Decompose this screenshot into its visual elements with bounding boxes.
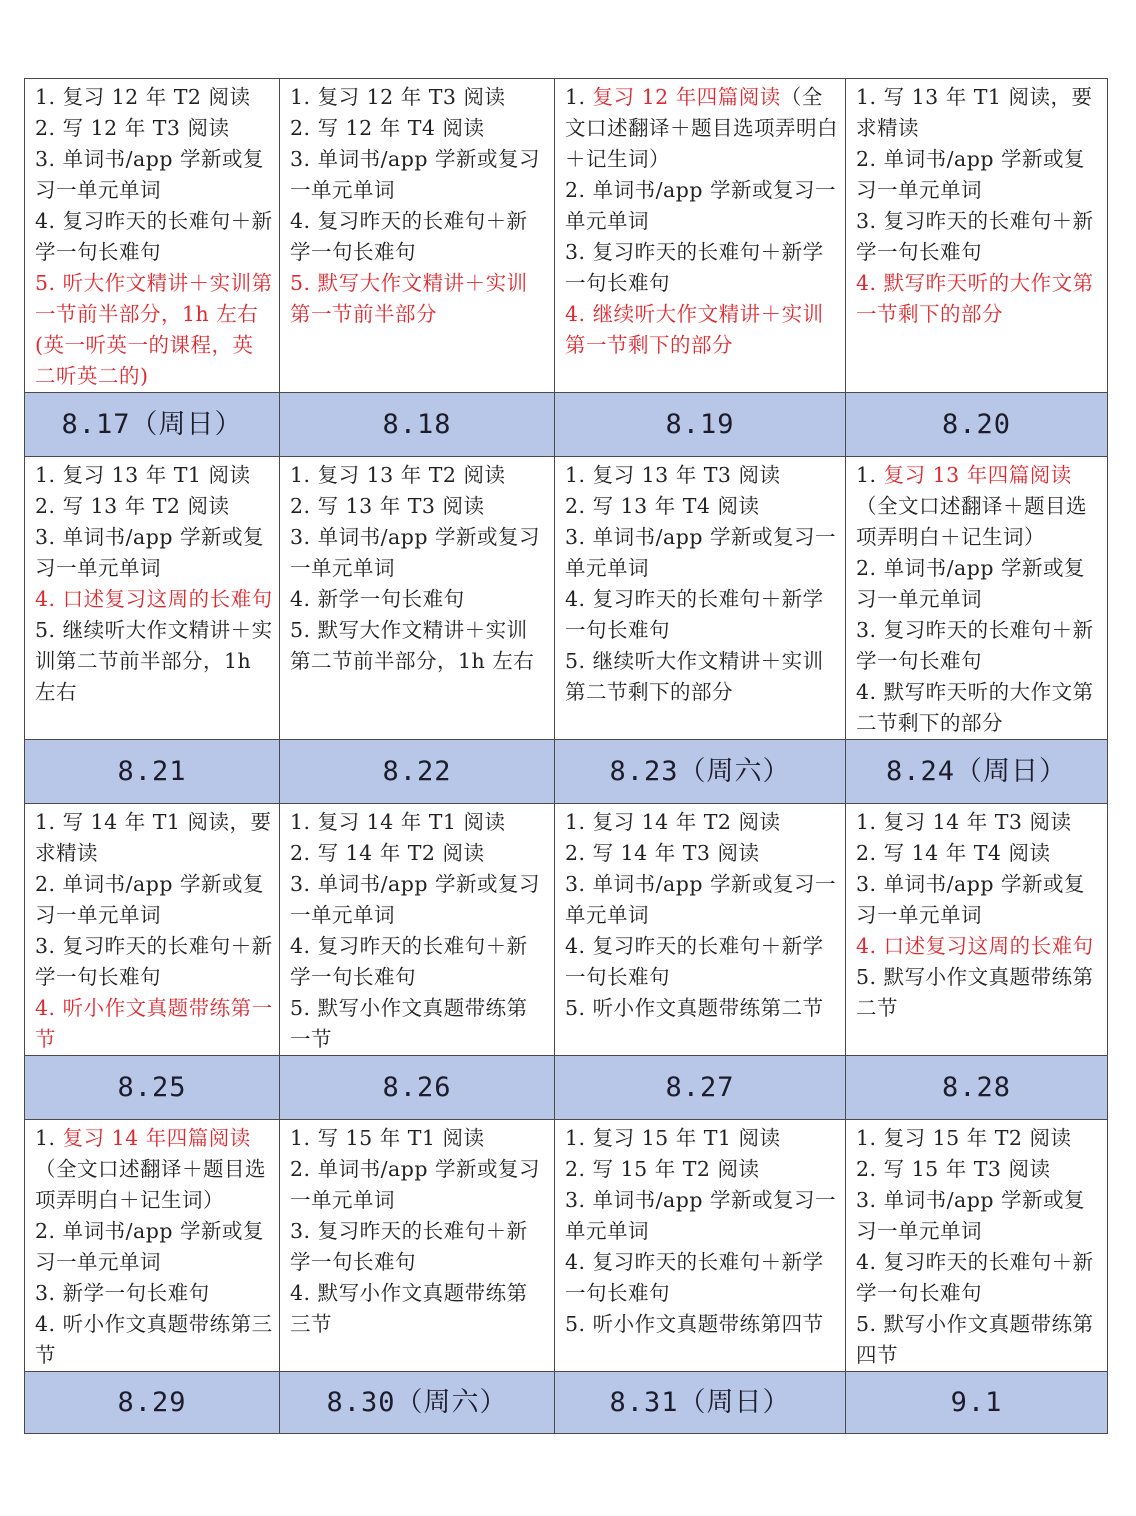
task-item [856, 807, 1101, 838]
task-text: 1. 复习 13 年 T2 阅读 [290, 463, 506, 487]
task-item [565, 838, 839, 869]
task-item [290, 869, 548, 931]
task-text: 1. 复习 13 年 T3 阅读 [565, 463, 781, 487]
task-text: 2. 单词书/app 学新或复习一单元单词 [856, 556, 1085, 611]
task-item [565, 869, 839, 931]
task-item [35, 1309, 273, 1371]
task-item [290, 113, 548, 144]
task-text: 1. 复习 13 年 T1 阅读 [35, 463, 251, 487]
task-text: 2. 单词书/app 学新或复习一单元单词 [856, 147, 1085, 202]
task-cell [280, 804, 555, 1056]
task-item [856, 268, 1101, 330]
task-text: （全文口述翻译＋题目选项弄明白＋记生词） [565, 85, 838, 171]
task-cell [555, 457, 846, 740]
task-text: 1. [856, 463, 884, 487]
task-text: 4. 复习昨天的长难句＋新学一句长难句 [856, 1250, 1094, 1305]
task-item [565, 82, 839, 175]
task-text: 1. [565, 85, 593, 109]
task-item [856, 615, 1101, 677]
task-item [35, 1123, 273, 1216]
task-text: 4. 复习昨天的长难句＋新学一句长难句 [565, 587, 824, 642]
highlighted-task-text: 复习 14 年四篇阅读 [62, 1126, 251, 1150]
task-text: 2. 写 14 年 T3 阅读 [565, 841, 760, 865]
task-row [25, 457, 1108, 740]
date-cell: 8.26 [280, 1056, 555, 1120]
task-text: 3. 单词书/app 学新或复习一单元单词 [856, 872, 1085, 927]
highlighted-task-text: 复习 12 年四篇阅读 [592, 85, 781, 109]
task-item [290, 1216, 548, 1278]
task-text: 4. 复习昨天的长难句＋新学一句长难句 [290, 209, 528, 264]
schedule-body [25, 79, 1108, 1434]
task-item [35, 268, 273, 392]
task-text: 3. 单词书/app 学新或复习一单元单词 [290, 525, 540, 580]
task-item [856, 206, 1101, 268]
task-text: 2. 单词书/app 学新或复习一单元单词 [565, 178, 836, 233]
task-item [290, 838, 548, 869]
task-item [35, 1278, 273, 1309]
task-text: 3. 单词书/app 学新或复习一单元单词 [290, 147, 540, 202]
task-item [856, 460, 1101, 553]
task-item [565, 646, 839, 708]
task-item [35, 144, 273, 206]
task-text: 5. 听小作文真题带练第二节 [565, 996, 824, 1020]
date-cell: 8.21 [25, 740, 280, 804]
task-text: 3. 单词书/app 学新或复习一单元单词 [35, 147, 264, 202]
task-item [35, 460, 273, 491]
task-cell [25, 457, 280, 740]
task-item [35, 113, 273, 144]
task-item [290, 931, 548, 993]
task-item [565, 237, 839, 299]
task-text: 2. 单词书/app 学新或复习一单元单词 [290, 1157, 540, 1212]
task-text: 1. 写 15 年 T1 阅读 [290, 1126, 485, 1150]
task-item [290, 206, 548, 268]
task-text: 3. 新学一句长难句 [35, 1281, 210, 1305]
task-text: 1. [35, 1126, 63, 1150]
task-cell [25, 804, 280, 1056]
task-item [565, 522, 839, 584]
task-text: 1. 复习 15 年 T1 阅读 [565, 1126, 781, 1150]
task-item [856, 838, 1101, 869]
task-item [565, 1154, 839, 1185]
task-item [856, 1185, 1101, 1247]
task-item [35, 615, 273, 708]
task-item [290, 82, 548, 113]
date-cell: 8.20 [846, 393, 1108, 457]
task-item [35, 931, 273, 993]
task-text: 3. 单词书/app 学新或复习一单元单词 [565, 872, 836, 927]
task-item [856, 1123, 1101, 1154]
task-item [856, 144, 1101, 206]
task-item [856, 869, 1101, 931]
task-text: 2. 写 14 年 T4 阅读 [856, 841, 1051, 865]
task-text: 2. 写 13 年 T2 阅读 [35, 494, 230, 518]
task-item [856, 1154, 1101, 1185]
task-item [290, 491, 548, 522]
task-text: 4. 默写昨天听的大作文第二节剩下的部分 [856, 680, 1094, 735]
task-text: 2. 写 15 年 T2 阅读 [565, 1157, 760, 1181]
task-text: 4. 听小作文真题带练第三节 [35, 1312, 273, 1367]
task-cell [280, 457, 555, 740]
task-text: 5. 听小作文真题带练第四节 [565, 1312, 824, 1336]
task-item [565, 491, 839, 522]
task-text: 4. 复习昨天的长难句＋新学一句长难句 [35, 209, 273, 264]
date-cell: 8.31（周日） [555, 1372, 846, 1434]
date-cell: 9.1 [846, 1372, 1108, 1434]
task-item [290, 460, 548, 491]
task-row [25, 1120, 1108, 1372]
task-text: 1. 复习 12 年 T3 阅读 [290, 85, 506, 109]
task-item [290, 1123, 548, 1154]
task-item [290, 522, 548, 584]
task-item [35, 82, 273, 113]
task-item [290, 584, 548, 615]
highlighted-task-text: 4. 口述复习这周的长难句 [35, 587, 273, 611]
task-item [565, 931, 839, 993]
task-cell [25, 79, 280, 393]
task-item [856, 553, 1101, 615]
task-item [856, 82, 1101, 144]
date-cell: 8.22 [280, 740, 555, 804]
task-item [856, 1247, 1101, 1309]
task-text: 5. 默写小作文真题带练第二节 [856, 965, 1094, 1020]
task-cell [555, 79, 846, 393]
highlighted-task-text: 4. 继续听大作文精讲＋实训第一节剩下的部分 [565, 302, 824, 357]
task-item [290, 615, 548, 677]
task-cell [555, 1120, 846, 1372]
task-item [35, 206, 273, 268]
task-text: （全文口述翻译＋题目选项弄明白＋记生词） [856, 494, 1087, 549]
task-text: 1. 写 14 年 T1 阅读，要求精读 [35, 810, 272, 865]
task-text: 3. 复习昨天的长难句＋新学一句长难句 [856, 209, 1094, 264]
task-cell [280, 1120, 555, 1372]
task-text: 3. 单词书/app 学新或复习一单元单词 [565, 1188, 836, 1243]
task-text: 2. 单词书/app 学新或复习一单元单词 [35, 872, 264, 927]
date-cell: 8.18 [280, 393, 555, 457]
task-item [290, 1154, 548, 1216]
study-schedule-table [24, 78, 1108, 1434]
date-row [25, 1056, 1108, 1120]
task-cell [25, 1120, 280, 1372]
task-row [25, 79, 1108, 393]
task-text: 3. 单词书/app 学新或复习一单元单词 [565, 525, 836, 580]
task-text: 5. 继续听大作文精讲＋实训第二节前半部分，1h 左右 [35, 618, 273, 704]
task-item [35, 807, 273, 869]
task-item [565, 584, 839, 646]
highlighted-task-text: 4. 默写昨天听的大作文第一节剩下的部分 [856, 271, 1094, 326]
task-item [290, 993, 548, 1055]
task-item [565, 1309, 839, 1340]
date-cell: 8.25 [25, 1056, 280, 1120]
task-item [565, 299, 839, 361]
task-item [290, 807, 548, 838]
task-row [25, 804, 1108, 1056]
date-cell: 8.29 [25, 1372, 280, 1434]
task-text: 4. 新学一句长难句 [290, 587, 465, 611]
task-item [35, 993, 273, 1055]
task-item [35, 1216, 273, 1278]
task-text: 2. 写 12 年 T4 阅读 [290, 116, 485, 140]
task-item [35, 584, 273, 615]
date-cell: 8.24（周日） [846, 740, 1108, 804]
date-cell: 8.27 [555, 1056, 846, 1120]
task-text: 1. 复习 14 年 T1 阅读 [290, 810, 506, 834]
task-item [565, 1123, 839, 1154]
task-text: 2. 写 14 年 T2 阅读 [290, 841, 485, 865]
task-text: 3. 单词书/app 学新或复习一单元单词 [35, 525, 264, 580]
highlighted-task-text: 4. 口述复习这周的长难句 [856, 934, 1094, 958]
task-item [35, 522, 273, 584]
task-text: 2. 写 12 年 T3 阅读 [35, 116, 230, 140]
highlighted-task-text: 5. 默写大作文精讲＋实训第一节前半部分 [290, 271, 528, 326]
date-cell: 8.28 [846, 1056, 1108, 1120]
task-text: 3. 单词书/app 学新或复习一单元单词 [856, 1188, 1085, 1243]
task-text: 5. 默写大作文精讲＋实训第二节前半部分，1h 左右 [290, 618, 535, 673]
task-item [856, 931, 1101, 962]
task-text: 1. 写 13 年 T1 阅读，要求精读 [856, 85, 1093, 140]
task-item [565, 1185, 839, 1247]
task-item [565, 807, 839, 838]
task-item [565, 460, 839, 491]
task-text: 1. 复习 14 年 T3 阅读 [856, 810, 1072, 834]
date-row [25, 393, 1108, 457]
task-item [290, 1278, 548, 1340]
task-cell [280, 79, 555, 393]
task-text: 5. 继续听大作文精讲＋实训第二节剩下的部分 [565, 649, 824, 704]
task-item [35, 869, 273, 931]
date-row [25, 1372, 1108, 1434]
task-item [35, 491, 273, 522]
task-text: 4. 复习昨天的长难句＋新学一句长难句 [565, 1250, 824, 1305]
task-item [565, 993, 839, 1024]
task-cell [846, 1120, 1108, 1372]
task-text: 3. 单词书/app 学新或复习一单元单词 [290, 872, 540, 927]
task-text: （全文口述翻译＋题目选项弄明白＋记生词） [35, 1157, 266, 1212]
task-cell [555, 804, 846, 1056]
task-text: 3. 复习昨天的长难句＋新学一句长难句 [290, 1219, 528, 1274]
task-cell [846, 804, 1108, 1056]
task-text: 5. 默写小作文真题带练第一节 [290, 996, 528, 1051]
task-text: 5. 默写小作文真题带练第四节 [856, 1312, 1094, 1367]
task-text: 2. 单词书/app 学新或复习一单元单词 [35, 1219, 264, 1274]
task-item [856, 1309, 1101, 1371]
task-item [565, 1247, 839, 1309]
task-cell [846, 79, 1108, 393]
task-text: 3. 复习昨天的长难句＋新学一句长难句 [35, 934, 273, 989]
task-text: 3. 复习昨天的长难句＋新学一句长难句 [565, 240, 824, 295]
task-item [290, 144, 548, 206]
highlighted-task-text: 4. 听小作文真题带练第一节 [35, 996, 273, 1051]
task-text: 2. 写 13 年 T4 阅读 [565, 494, 760, 518]
highlighted-task-text: 5. 听大作文精讲＋实训第一节前半部分，1h 左右(英一听英一的课程，英二听英二的) [35, 271, 273, 388]
date-row [25, 740, 1108, 804]
task-text: 4. 复习昨天的长难句＋新学一句长难句 [565, 934, 824, 989]
task-text: 4. 复习昨天的长难句＋新学一句长难句 [290, 934, 528, 989]
date-cell: 8.19 [555, 393, 846, 457]
date-cell: 8.30（周六） [280, 1372, 555, 1434]
task-text: 1. 复习 14 年 T2 阅读 [565, 810, 781, 834]
task-text: 1. 复习 15 年 T2 阅读 [856, 1126, 1072, 1150]
task-text: 4. 默写小作文真题带练第三节 [290, 1281, 528, 1336]
highlighted-task-text: 复习 13 年四篇阅读 [883, 463, 1072, 487]
date-cell: 8.17（周日） [25, 393, 280, 457]
task-item [565, 175, 839, 237]
task-cell [846, 457, 1108, 740]
task-item [290, 268, 548, 330]
task-item [856, 962, 1101, 1024]
task-text: 2. 写 13 年 T3 阅读 [290, 494, 485, 518]
task-text: 3. 复习昨天的长难句＋新学一句长难句 [856, 618, 1094, 673]
task-text: 1. 复习 12 年 T2 阅读 [35, 85, 251, 109]
date-cell: 8.23（周六） [555, 740, 846, 804]
task-text: 2. 写 15 年 T3 阅读 [856, 1157, 1051, 1181]
task-item [856, 677, 1101, 739]
